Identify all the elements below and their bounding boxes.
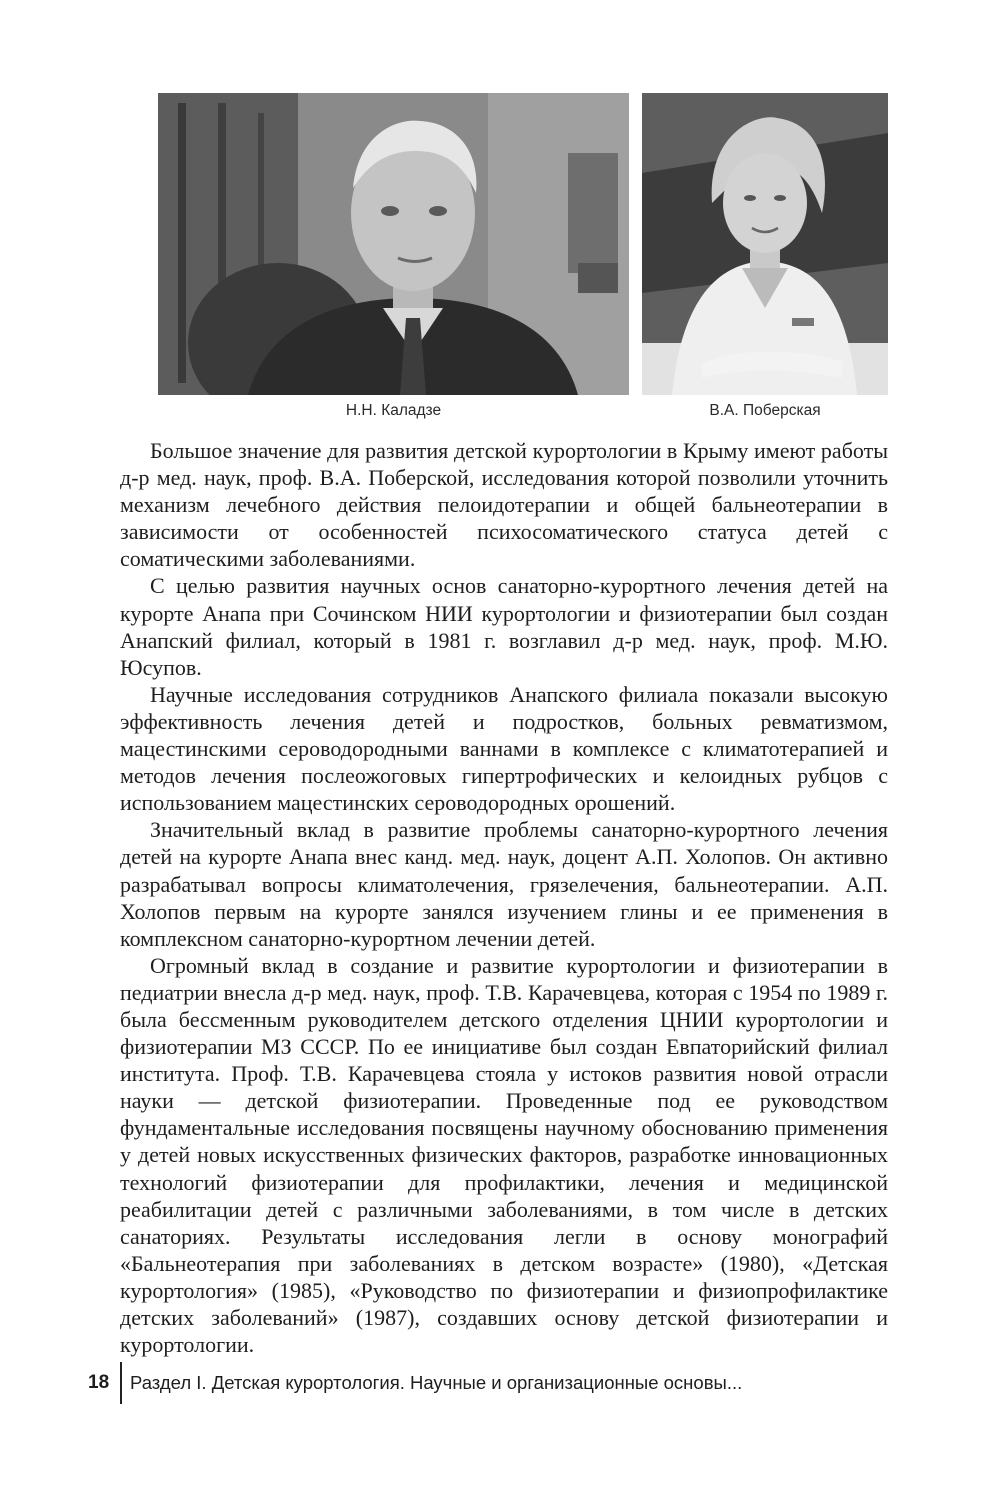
running-head: Раздел I. Детская курортология. Научные и организационные основы... (130, 1372, 743, 1393)
body-text (120, 437, 888, 1358)
portrait-woman-image (642, 93, 888, 395)
paragraph: Научные исследования сотрудников Анапского филиала показали высокую эффективность лечения детей и подростков, больных ревматизмом, мацестинскими сероводородными ваннами в комплексе с климатотерапией и методов лечения послеожоговых гипертрофических и келоидных рубцов с использованием мацестинских сероводородных орошений. (120, 681, 888, 816)
portrait-photo-poberskaya (642, 93, 888, 395)
paragraph: Огромный вклад в создание и развитие курортологии и физиотерапии в педиатрии внесла д-р мед. наук, проф. Т.В. Карачевцева, которая с 1954 по 1989 г. была бессменным руководителем детского отделения ЦНИИ курортологии и физиотерапии МЗ СССР. По ее инициативе был создан Евпаторийский филиал института. Проф. Т.В. Карачевцева стояла у истоков развития новой отрасли науки — детской физиотерапии. Проведенные под ее руководством фундаментальные исследования посвящены научному обоснованию применения у детей новых искусственных физических факторов, разработке инновационных технологий физиотерапии для профилактики, лечения и медицинской реабилитации детей с различными заболеваниями, в том числе в детских санаториях. Результаты исследования легли в основу монографий «Бальнеотерапия при заболеваниях в детском возрасте» (1980), «Детская курортология» (1985), «Руководство по физиотерапии и физиопрофилактике детских заболеваний» (1987), создавших основу детской физиотерапии и курортологии. (120, 952, 888, 1358)
page-footer (88, 1362, 742, 1404)
page-number: 18 (88, 1372, 110, 1393)
paragraph: Большое значение для развития детской курортологии в Крыму имеют работы д-р мед. наук, проф. В.А. Поберской, исследования которой позволили уточнить механизм лечебного действия пелоидотерапии и общей бальнеотерапии в зависимости от особенностей психосоматического статуса детей с соматическими заболеваниями. (120, 438, 888, 572)
paragraph: С целью развития научных основ санаторно-курортного лечения детей на курорте Анапа при Сочинском НИИ курортологии и физиотерапии был создан Анапский филиал, который в 1981 г. возглавил д-р мед. наук, проф. М.Ю. Юсупов. (120, 573, 888, 680)
photo-caption-poberskaya: В.А. Поберская (709, 402, 821, 419)
photo-caption-kaladze: Н.Н. Каладзе (345, 402, 442, 419)
portrait-man-image (158, 93, 629, 395)
portrait-photo-kaladze (158, 93, 629, 395)
paragraph: Значительный вклад в развитие проблемы санаторно-курортного лечения детей на курорте Анапа внес канд. мед. наук, доцент А.П. Холопов. Он активно разрабатывал вопросы климатолечения, грязелечения, бальнеотерапии. А.П. Холопов первым на курорте занялся изучением глины и ее применения в комплексном санаторно-курортном лечении детей. (120, 817, 888, 951)
footer-divider (120, 1362, 122, 1404)
